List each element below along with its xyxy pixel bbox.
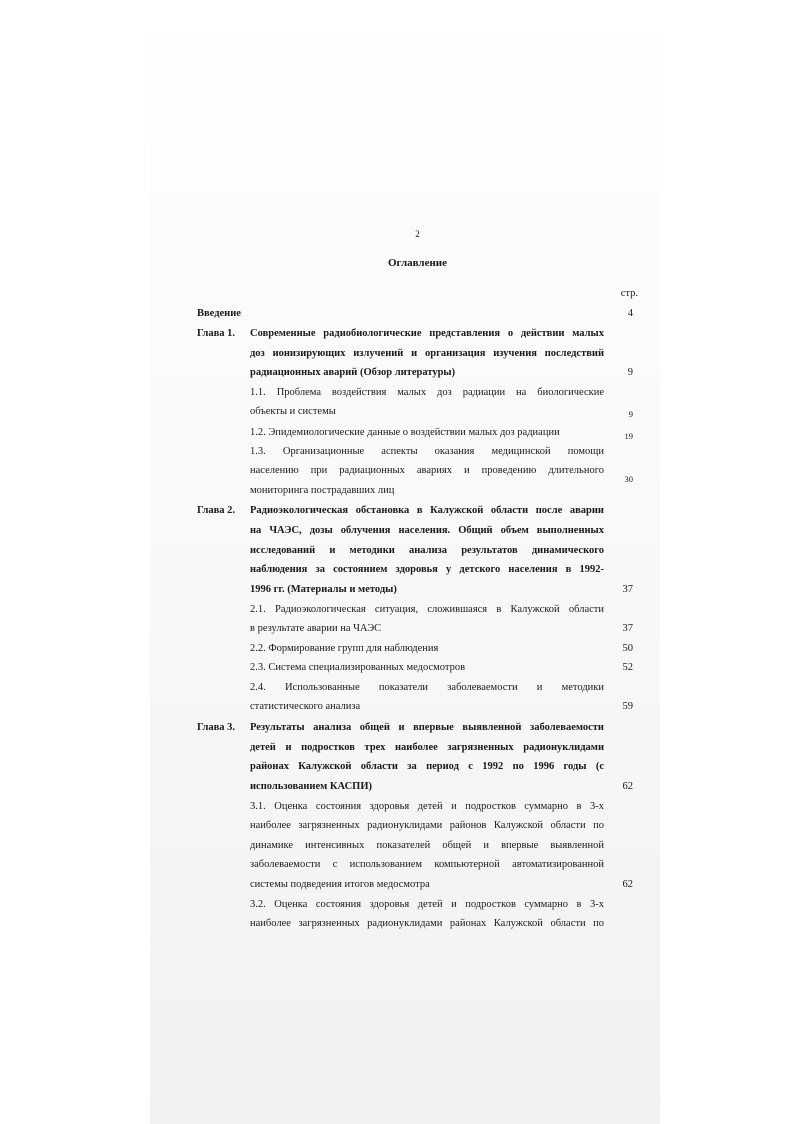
toc-section-1-1-line: объекты и системы [250, 406, 336, 417]
toc-chapter-3-line: использованием КАСПИ) [250, 781, 373, 792]
toc-section-1-3-line: 1.3. Организационные аспекты оказания медицинской помощи [250, 446, 604, 457]
toc-section-1-3-line: мониторинга пострадавших лиц [250, 485, 395, 496]
toc-chapter-2-line: исследований и методики анализа результатов динамического [250, 545, 604, 556]
page-scan-shading [150, 0, 660, 1124]
toc-chapter-3-line: Результаты анализа общей и впервые выявленной заболеваемости [250, 722, 604, 733]
toc-section-1-2-line: 1.2. Эпидемиологические данные о воздействии малых доз радиации [250, 427, 560, 438]
toc-chapter-2-line: Радиоэкологическая обстановка в Калужской области после аварии [250, 505, 604, 516]
page-column-header: стр. [620, 288, 638, 299]
toc-section-1-1-page: 9 [628, 409, 633, 419]
toc-section-3-1-page: 62 [622, 879, 633, 890]
toc-chapter-3-line: районах Калужской области за период с 1992 по 1996 годы (с [250, 761, 604, 772]
toc-section-1-2-page: 19 [624, 431, 633, 441]
toc-section-3-1-line: 3.1. Оценка состояния здоровья детей и подростков суммарно в 3-х [250, 801, 604, 812]
toc-section-2-1-page: 37 [622, 623, 633, 634]
toc-section-3-2-line: наиболее загрязненных радионуклидами районах Калужской области по [250, 918, 604, 929]
toc-section-2-4-line: 2.4. Использованные показатели заболеваемости и методики [250, 682, 604, 693]
toc-entry-intro-label: Введение [197, 308, 241, 319]
toc-section-1-1-line: 1.1. Проблема воздействия малых доз радиации на биологические [250, 387, 604, 398]
toc-chapter-2-line: наблюдения за состоянием здоровья у детского населения в 1992- [250, 564, 604, 575]
toc-section-3-1-line: наиболее загрязненных радионуклидами районов Калужской области по [250, 820, 604, 831]
toc-chapter-2-line: 1996 гг. (Материалы и методы) [250, 584, 397, 595]
toc-chapter-3-label: Глава 3. [197, 722, 236, 733]
toc-chapter-2-page: 37 [622, 584, 633, 595]
toc-section-2-4-page: 59 [622, 701, 633, 712]
toc-chapter-2-line: на ЧАЭС, дозы облучения населения. Общий объем выполненных [250, 525, 604, 536]
toc-section-2-1-line: в результате аварии на ЧАЭС [250, 623, 382, 634]
toc-section-1-3-line: населению при радиационных авариях и проведению длительного [250, 465, 604, 476]
toc-chapter-3-page: 62 [622, 781, 633, 792]
toc-section-2-2-line: 2.2. Формирование групп для наблюдения [250, 643, 439, 654]
toc-section-2-4-line: статистического анализа [250, 701, 361, 712]
toc-chapter-2-label: Глава 2. [197, 505, 236, 516]
toc-section-3-2-line: 3.2. Оценка состояния здоровья детей и подростков суммарно в 3-х [250, 899, 604, 910]
toc-chapter-1-line: радиационных аварий (Обзор литературы) [250, 367, 456, 378]
toc-chapter-1-line: Современные радиобиологические представления о действии малых [250, 328, 604, 339]
toc-chapter-3-line: детей и подростков трех наиболее загрязненных радионуклидами [250, 742, 604, 753]
toc-section-3-1-line: заболеваемости с использованием компьютерной автоматизированной [250, 859, 604, 870]
toc-chapter-1-page: 9 [627, 367, 633, 378]
toc-section-2-2-page: 50 [622, 643, 633, 654]
toc-section-2-3-page: 52 [622, 662, 633, 673]
toc-chapter-1-line: доз ионизирующих излучений и организация изучения последствий [250, 348, 604, 359]
page-number: 2 [415, 229, 420, 239]
toc-section-3-1-line: системы подведения итогов медосмотра [250, 879, 430, 890]
toc-section-2-1-line: 2.1. Радиоэкологическая ситуация, сложившаяся в Калужской области [250, 604, 604, 615]
toc-section-3-1-line: динамике интенсивных показателей общей и впервые выявленной [250, 840, 604, 851]
toc-chapter-1-label: Глава 1. [197, 328, 236, 339]
toc-entry-intro-page: 4 [627, 308, 633, 319]
toc-section-1-3-page: 30 [624, 474, 633, 484]
toc-section-2-3-line: 2.3. Система специализированных медосмотров [250, 662, 466, 673]
toc-title: Оглавление [387, 257, 448, 269]
